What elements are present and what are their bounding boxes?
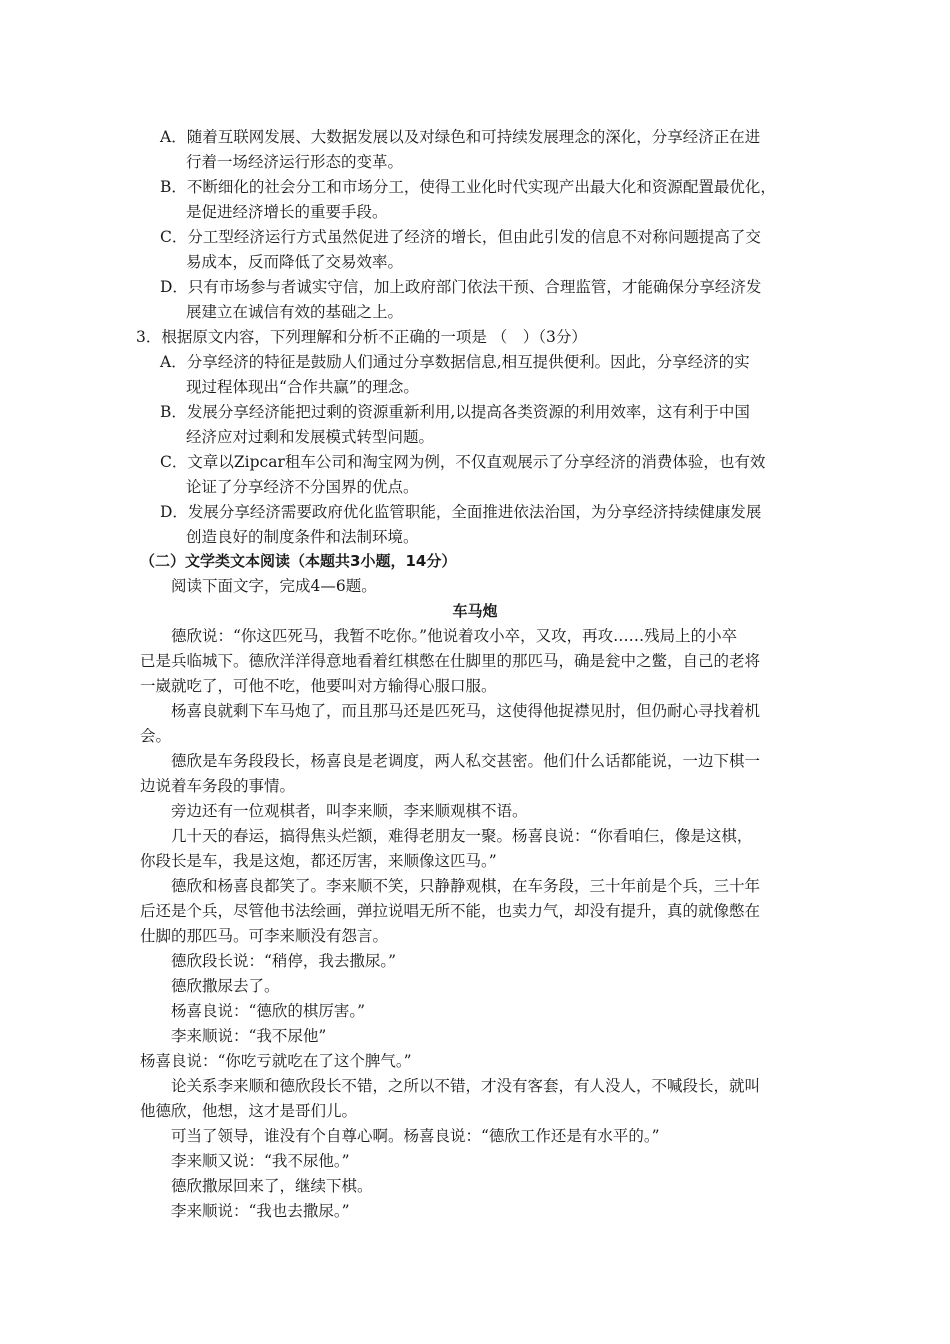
story-p15: 德欣撒尿回来了，继续下棋。 [171,1177,373,1195]
story-title: 车马炮 [452,602,498,620]
story-p5-line1: 几十天的春运，搞得焦头烂额，难得老朋友一聚。杨喜良说：“你看咱仨，像是这棋， [171,827,753,845]
story-p12-line2: 他德欣，他想，这才是哥们儿。 [140,1102,358,1120]
q3-option-a-line1: A．分享经济的特征是鼓励人们通过分享数据信息,相互提供便利。因此，分享经济的实 [160,353,750,371]
q2-option-a-line2: 行着一场经济运行形态的变革。 [186,153,404,171]
q3-option-d-line2: 创造良好的制度条件和法制环境。 [186,528,419,546]
story-p10: 李来顺说：“我不尿他” [171,1027,327,1045]
story-p4: 旁边还有一位观棋者，叫李来顺，李来顺观棋不语。 [171,802,528,820]
story-p1-line3: 一崴就吃了，可他不吃，他要叫对方输得心服口服。 [140,677,497,695]
q2-option-c-line1: C．分工型经济运行方式虽然促进了经济的增长，但由此引发的信息不对称问题提高了交 [160,228,761,246]
q2-option-a-line1: A．随着互联网发展、大数据发展以及对绿色和可持续发展理念的深化，分享经济正在进 [160,128,761,146]
story-p3-line1: 德欣是车务段段长，杨喜良是老调度，两人私交甚密。他们什么话都能说，一边下棋一 [171,752,761,770]
q3-option-b-line1: B．发展分享经济能把过剩的资源重新利用,以提高各类资源的利用效率，这有利于中国 [160,403,750,421]
story-p16: 李来顺说：“我也去撒尿。” [171,1202,350,1220]
q2-option-b-line2: 是促进经济增长的重要手段。 [186,203,388,221]
story-p8: 德欣撒尿去了。 [171,977,280,995]
story-p14: 李来顺又说：“我不尿他。” [171,1152,350,1170]
story-p2-line2: 会。 [140,727,172,745]
story-p1-line2: 已是兵临城下。德欣洋洋得意地看着红棋憋在仕脚里的那匹马，确是瓮中之鳖，自己的老将 [140,652,761,670]
q3-option-b-line2: 经济应对过剩和发展模式转型问题。 [186,428,435,446]
q3-option-a-line2: 现过程体现出“合作共赢”的理念。 [186,378,419,396]
story-p12-line1: 论关系李来顺和德欣段长不错，之所以不错，才没有客套，有人没人，不喊段长，就叫 [171,1077,761,1095]
q3-option-c-line1: C．文章以Zipcar租车公司和淘宝网为例，不仅直观展示了分享经济的消费体验，也有效 [160,453,766,471]
story-p13: 可当了领导，谁没有个自尊心啊。杨喜良说：“德欣工作还是有水平的。” [171,1127,660,1145]
q3-stem: 3．根据原文内容，下列理解和分析不正确的一项是 （ ）（3分） [136,328,587,346]
story-p6-line2: 后还是个兵，尽管他书法绘画，弹拉说唱无所不能，也卖力气，却没有提升，真的就像憋在 [140,902,761,920]
story-p1-line1: 德欣说：“你这匹死马，我暂不吃你。”他说着攻小卒，又攻，再攻……残局上的小卒 [171,627,738,645]
q2-option-b-line1: B．不断细化的社会分工和市场分工，使得工业化时代实现产出最大化和资源配置最优化， [160,178,776,196]
q2-option-c-line2: 易成本，反而降低了交易效率。 [186,253,404,271]
q3-option-d-line1: D．发展分享经济需要政府优化监管职能，全面推进依法治国，为分享经济持续健康发展 [160,503,762,521]
q2-option-d-line2: 展建立在诚信有效的基础之上。 [186,303,404,321]
story-p5-line2: 你段长是车，我是这炮，都还厉害，来顺像这匹马。” [140,852,497,870]
section-instruction: 阅读下面文字，完成4—6题。 [171,577,377,595]
section-heading: （二）文学类文本阅读（本题共3小题，14分） [140,552,457,570]
story-p3-line2: 边说着车务段的事情。 [140,777,296,795]
story-p2-line1: 杨喜良就剩下车马炮了，而且那马还是匹死马，这使得他捉襟见肘，但仍耐心寻找着机 [171,702,761,720]
q2-option-d-line1: D．只有市场参与者诚实守信，加上政府部门依法干预、合理监管，才能确保分享经济发 [160,278,762,296]
story-p11: 杨喜良说：“你吃亏就吃在了这个脾气。” [140,1052,412,1070]
q3-option-c-line2: 论证了分享经济不分国界的优点。 [186,478,419,496]
story-p9: 杨喜良说：“德欣的棋厉害。” [171,1002,366,1020]
story-p7: 德欣段长说：“稍停，我去撒尿。” [171,952,397,970]
story-p6-line3: 仕脚的那匹马。可李来顺没有怨言。 [140,927,389,945]
story-p6-line1: 德欣和杨喜良都笑了。李来顺不笑，只静静观棋，在车务段，三十年前是个兵，三十年 [171,877,761,895]
